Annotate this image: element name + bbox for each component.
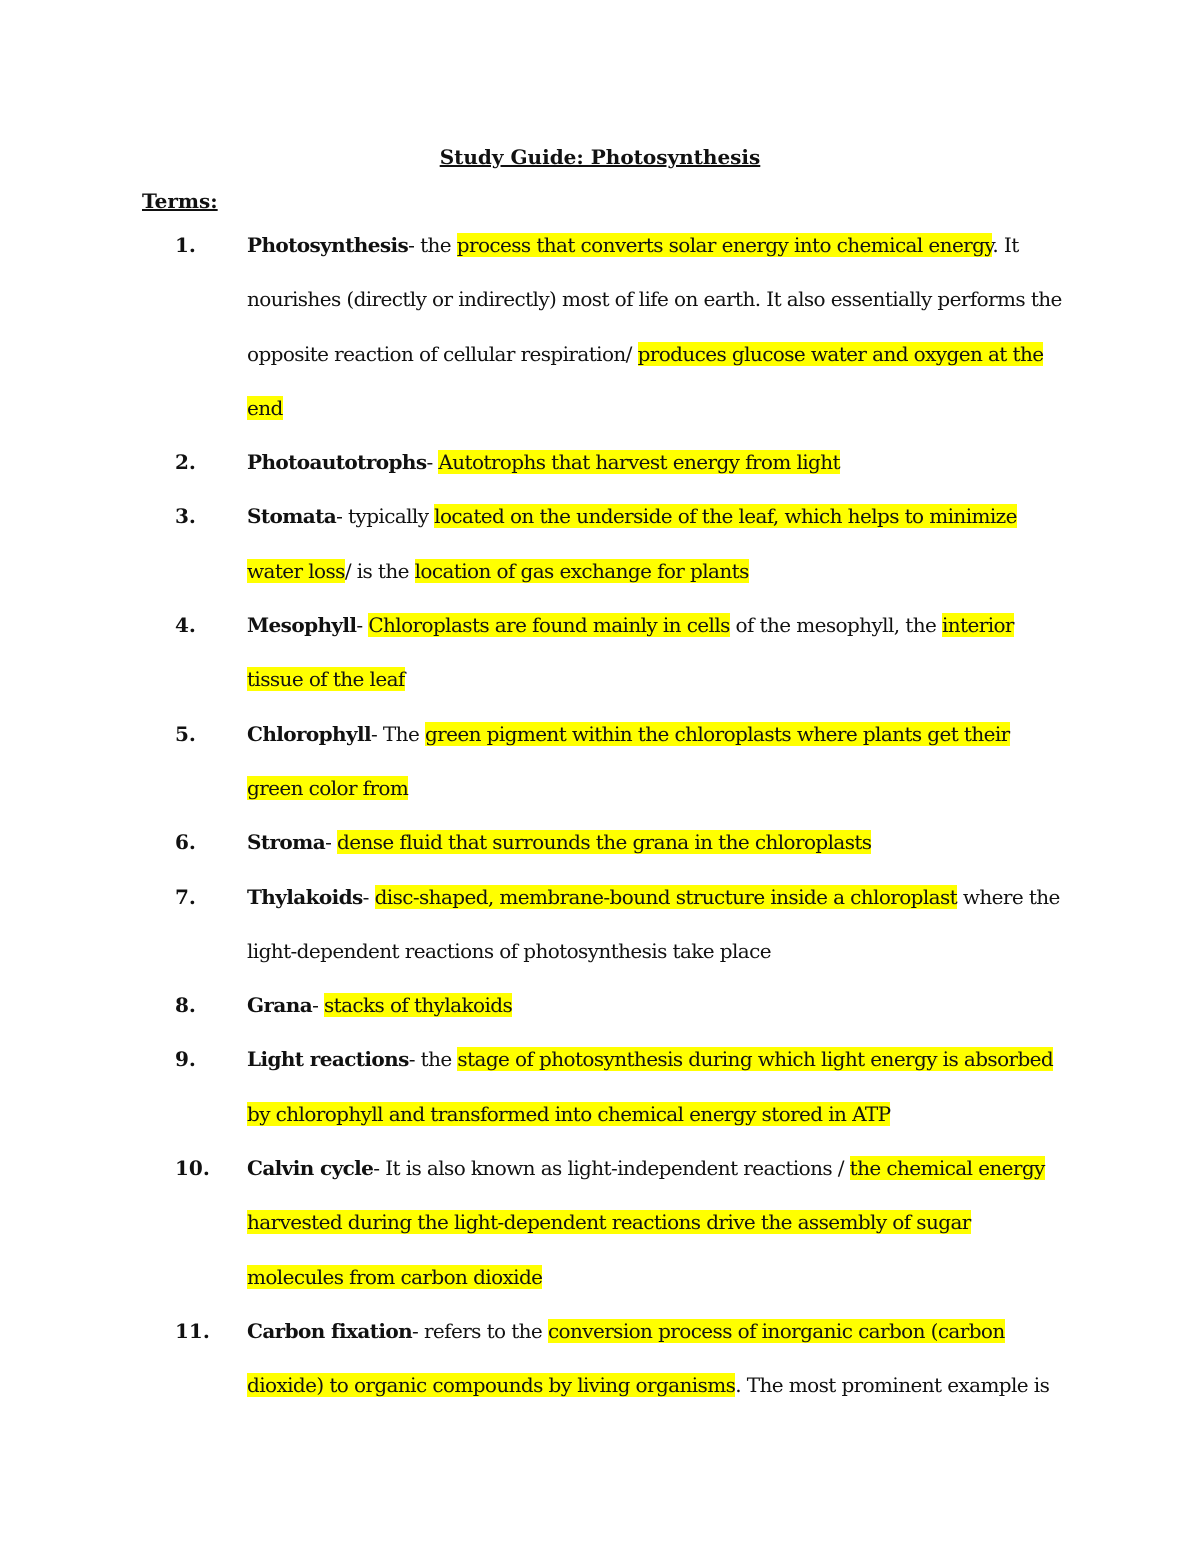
highlighted-definition: the chemical energy harvested during the light-dependent reactions drive the assembly of sugar molecules from carbon dioxide [247, 1156, 1045, 1289]
term-item [0, 1304, 1067, 1413]
definition-text: - refers to the [412, 1318, 548, 1343]
definition-text: - [325, 830, 338, 855]
term-number: 1. [175, 233, 196, 257]
term-number: 11. [175, 1318, 210, 1343]
term-name: Calvin cycle [247, 1156, 374, 1181]
highlighted-definition: disc-shaped, membrane-bound structure inside a chloroplast [374, 884, 958, 909]
definition-text: - the [408, 1047, 458, 1072]
term-name: Grana [247, 993, 313, 1018]
term-number: 2. [175, 450, 196, 475]
term-name: Photoautotrophs [247, 450, 427, 475]
terms-heading: Terms: [142, 189, 218, 213]
term-name: Stomata [247, 504, 337, 529]
highlighted-definition: location of gas exchange for plants [414, 558, 749, 583]
term-list [0, 218, 1200, 1413]
term-name: Photosynthesis [247, 233, 409, 257]
term-name: Mesophyll [247, 613, 357, 638]
highlighted-definition: conversion process of inorganic carbon (carbon dioxide) to organic compounds by living organisms [247, 1318, 1005, 1398]
term-number: 6. [175, 830, 196, 855]
definition-text: . It nourishes (directly or indirectly) most of life on earth. It also essentially performs the opposite reaction of cellular respiration/ [247, 233, 1062, 366]
definition-text: - [356, 613, 369, 638]
highlighted-definition: process that converts solar energy into chemical energy [456, 233, 993, 257]
term-number: 10. [175, 1156, 210, 1181]
highlighted-definition: green pigment within the chloroplasts where plants get their green color from [247, 721, 1010, 800]
definition-text: - The [371, 721, 425, 746]
term-item [0, 815, 1067, 869]
definition-text: / is the [344, 558, 415, 583]
term-name: Stroma [247, 830, 326, 855]
definition-text: - [312, 993, 324, 1018]
highlighted-definition: located on the underside of the leaf, which helps to minimize water loss [247, 504, 1017, 583]
highlighted-definition: produces glucose water and oxygen at the end [247, 341, 1044, 420]
highlighted-definition: stacks of thylakoids [324, 993, 513, 1018]
term-number: 5. [175, 721, 196, 746]
term-item [0, 707, 1067, 816]
highlighted-definition: Chloroplasts are found mainly in cells [368, 613, 730, 638]
definition-text: - [426, 450, 439, 475]
term-name: Carbon fixation [247, 1318, 413, 1343]
term-number: 9. [175, 1047, 196, 1072]
highlighted-definition: dense fluid that surrounds the grana in the chloroplasts [337, 830, 872, 855]
term-item [0, 1141, 1067, 1304]
term-item [0, 978, 1067, 1032]
term-number: 7. [175, 884, 196, 909]
highlighted-definition: interior tissue of the leaf [247, 613, 1014, 692]
term-name: Light reactions [247, 1047, 409, 1072]
term-item [0, 218, 1067, 435]
term-item [0, 489, 1067, 598]
term-item [0, 1032, 1067, 1141]
document-title: Study Guide: Photosynthesis [439, 145, 761, 169]
definition-text: where the light-dependent reactions of photosynthesis take place [247, 884, 1060, 963]
term-name: Thylakoids [247, 884, 363, 909]
definition-text: - [362, 884, 375, 909]
definition-text: - the [408, 233, 457, 257]
term-number: 4. [175, 613, 196, 638]
term-number: 8. [175, 993, 196, 1018]
term-item [0, 870, 1067, 979]
highlighted-definition: Autotrophs that harvest energy from light [438, 450, 840, 475]
term-number: 3. [175, 504, 196, 529]
term-item [0, 435, 1067, 489]
highlighted-definition: stage of photosynthesis during which light energy is absorbed by chlorophyll and transformed into chemical energy stored in ATP [247, 1047, 1054, 1126]
definition-text: - It is also known as light-independent reactions / [373, 1156, 850, 1181]
term-item [0, 598, 1067, 707]
definition-text: . The most prominent example is [735, 1373, 1050, 1398]
definition-text: of the mesophyll, the [729, 613, 942, 638]
term-name: Chlorophyll [247, 721, 372, 746]
definition-text: - typically [336, 504, 435, 529]
